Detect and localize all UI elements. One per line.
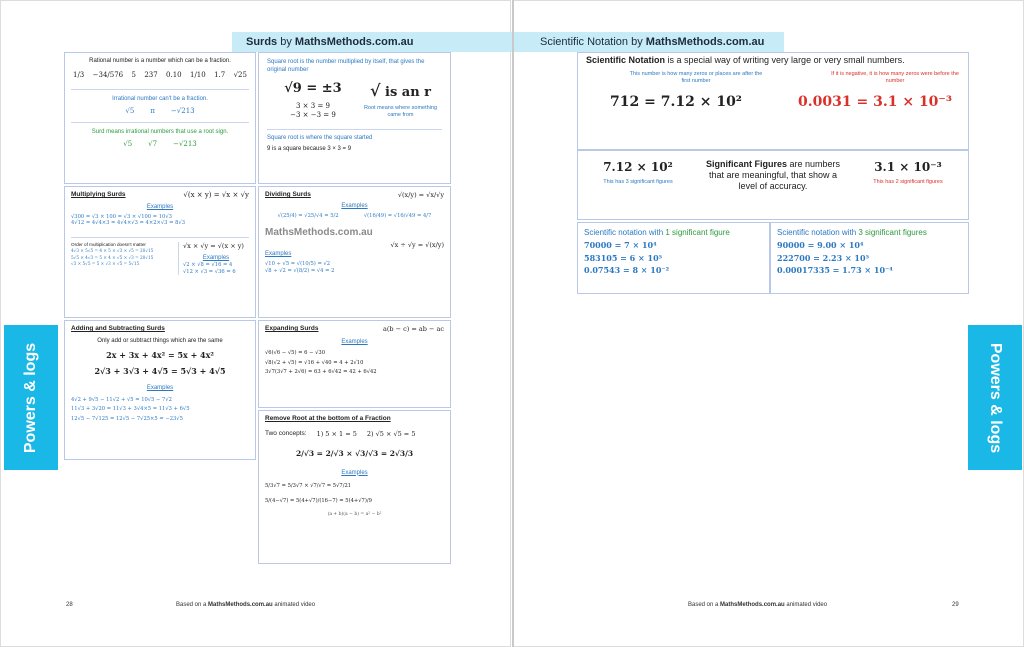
sci-intro-bold: Scientific Notation	[586, 55, 666, 65]
remove-root-examples-link[interactable]: Examples	[341, 469, 368, 476]
sig-definition	[703, 159, 843, 191]
multiplying-surds-box	[64, 186, 256, 318]
surd-examples	[71, 140, 249, 149]
rational-ex-3: 237	[144, 71, 158, 80]
square-root-definition: Square root is the number multiplied by itself, that gives the original number	[267, 59, 425, 74]
remove-root-title: Remove Root at the bottom of a Fraction	[265, 415, 391, 422]
irrational-ex-0: √5	[125, 106, 135, 115]
expanding-title: Expanding Surds	[265, 325, 319, 332]
expanding-ex1: √6(√6 − √5) = 6 − √30	[265, 349, 326, 356]
expanding-surds-box	[258, 320, 451, 408]
three-sf-head	[777, 227, 962, 239]
remove-root-box	[258, 410, 451, 564]
sqrt9-equation: √9 = ±3	[284, 81, 342, 97]
multiplying-ex3: √2 × √8 = √16 = 4	[183, 261, 233, 268]
concept-2: 2) √5 × √5 = 5	[366, 429, 416, 438]
tab-right-label: Powers & logs	[987, 342, 1004, 453]
dividing-surds-box	[258, 186, 451, 318]
order-ex1: 4√3 × 5√5 = 4 × 5 × √3 × √5 = 20√15	[71, 248, 154, 253]
left-credit-post: animated video	[272, 602, 316, 608]
one-sf-row-2: 0.07543 = 8 × 10⁻²	[584, 265, 670, 276]
surd-definition: Surd means irrational numbers that use a root sign.	[91, 129, 229, 136]
multiplying-examples-link[interactable]: Examples	[146, 204, 174, 211]
sci-intro-rest: is a special way of writing very large or very small numbers.	[665, 55, 905, 65]
surds-banner	[232, 32, 512, 52]
page-gutter	[512, 0, 514, 647]
square-started-text: Square root is where the square started	[267, 134, 373, 141]
order-ex2: 5√5 × 4√3 = 5 × 4 × √5 × √3 = 20√15	[71, 254, 154, 260]
sig-left-note: This has 3 significant figures	[603, 179, 673, 186]
radical-icon: √	[369, 81, 381, 101]
multiplying-rule-2: √x × √y = √(x × y)	[183, 242, 244, 251]
surd-ex-1: √7	[148, 140, 158, 149]
square-root-box	[258, 52, 451, 184]
sqrt-work-1: 3 × 3 = 9	[296, 101, 330, 110]
remove-root-eq: 2/√3 = 2/√3 × √3/√3 = 2√3/3	[295, 448, 414, 458]
one-sf-head-b: 1 significant figure	[665, 228, 730, 237]
adding-note: Only add or subtract things which are the same	[97, 337, 223, 344]
irrational-ex-1: π	[150, 106, 155, 115]
right-footer-credit	[688, 602, 827, 608]
tab-left-label: Powers & logs	[22, 342, 39, 453]
expanding-ex3: 3√7(3√7 + 2√6) = 63 + 6√42 = 42 + 6√42	[265, 369, 377, 376]
sci-intro-box	[577, 52, 969, 150]
root-note: Root means where something came from	[363, 104, 438, 119]
irrational-examples	[71, 107, 249, 116]
concept-1: 1) 5 × 1 = 5	[316, 429, 357, 438]
irrational-ex-2: −√213	[170, 106, 195, 115]
sig-figs-box	[577, 150, 969, 220]
adding-examples-link[interactable]: Examples	[146, 385, 174, 392]
powers-logs-tab-right[interactable]	[968, 325, 1022, 470]
adding-ex3: 12√5 − 7√125 = 12√5 − 7√25×5 = −23√5	[71, 416, 183, 423]
dividing-rule-2: √x ÷ √y = √(x/y)	[390, 241, 444, 250]
dividing-rule: √(x/y) = √x/√y	[397, 191, 444, 199]
sig-right-note: This has 2 significant figures	[873, 179, 943, 186]
left-footer-credit	[176, 602, 315, 608]
right-credit-pre: Based on a	[688, 602, 721, 608]
rational-ex-2: 5	[131, 71, 136, 80]
rational-ex-4: 0.10	[166, 71, 182, 80]
left-page-number: 28	[66, 602, 73, 608]
square-started-example: 9 is a square because 3 × 3 = 9	[267, 145, 352, 152]
sig-title: Significant Figures	[705, 159, 787, 169]
rational-ex-0: 1/3	[73, 71, 85, 80]
small-number-eq: 0.0031 = 3.1 × 10⁻³	[798, 93, 952, 110]
left-credit-pre: Based on a	[176, 602, 209, 608]
expanding-examples-link[interactable]: Examples	[341, 338, 368, 345]
rational-ex-6: 1.7	[214, 71, 226, 80]
three-sf-box	[770, 222, 969, 294]
rational-ex-7: √25	[233, 71, 247, 80]
adding-eq1: 2x + 3x + 4x² = 5x + 4x²	[106, 349, 214, 360]
sci-intro	[586, 55, 960, 65]
dividing-watermark: MathsMethods.com.au	[265, 226, 373, 238]
three-sf-row-2: 0.00017335 = 1.73 × 10⁻⁴	[777, 265, 893, 276]
root-is-an-r	[359, 80, 442, 102]
dividing-ex4: √8 ÷ √2 = √(8/2) = √4 = 2	[265, 267, 335, 274]
banner-sci-prefix: Scientific Notation by	[540, 36, 646, 48]
left-credit-site: MathsMethods.com.au	[208, 602, 273, 608]
surd-ex-2: −√213	[173, 140, 197, 149]
one-sf-box	[577, 222, 770, 294]
three-sf-head-b: 3 significant figures	[858, 228, 927, 237]
expanding-rule: a(b − c) = ab − ac	[382, 325, 444, 333]
irrational-definition: Irrational number can't be a fraction.	[112, 95, 208, 102]
three-sf-row-1: 222700 = 2.23 × 10⁵	[777, 252, 870, 263]
dividing-ex3: √10 ÷ √5 = √(10/5) = √2	[265, 260, 331, 267]
adding-ex1: 4√2 + 9√5 − 11√2 + √5 = 10√5 − 7√2	[71, 396, 172, 403]
dividing-examples-link[interactable]: Examples	[341, 202, 368, 209]
remove-root-ex2: 5/(4−√7) = 5(4+√7)/(16−7) = 5(4+√7)/9	[265, 497, 372, 504]
adding-ex2: 11√3 + 3√20 = 11√3 + 3√4×5 = 11√3 + 6√5	[71, 406, 190, 413]
rational-ex-5: 1/10	[190, 71, 206, 80]
rational-ex-1: −34/576	[92, 71, 124, 80]
multiplying-examples-link-2[interactable]: Examples	[202, 254, 230, 261]
sig-def: are numbers that are meaningful, that show a level of accuracy.	[708, 159, 841, 191]
order-ex3: √3 × 5√5 = 5 × √3 × √5 = 5√15	[71, 261, 140, 267]
powers-logs-tab-left[interactable]	[4, 325, 58, 470]
surd-ex-0: √5	[123, 140, 133, 149]
sqrt-work-2: −3 × −3 = 9	[290, 111, 336, 120]
sci-banner	[514, 32, 784, 52]
sig-left-eq: 7.12 × 10²	[603, 160, 673, 174]
multiplying-ex1: √300 = √3 × 100 = √3 × √100 = 10√3	[71, 213, 172, 220]
dividing-title: Dividing Surds	[265, 191, 311, 198]
big-number-eq: 712 = 7.12 × 10²	[610, 93, 742, 110]
remove-root-ex1: 5/3√7 = 5/3√7 × √7/√7 = 5√7/21	[265, 482, 352, 489]
right-credit-site: MathsMethods.com.au	[720, 602, 785, 608]
one-sf-head-a: Scientific notation with	[584, 228, 666, 237]
remove-root-footnote: (a + b)(a − b) = a² − b²	[327, 512, 382, 518]
banner-surds-bold: Surds	[246, 36, 278, 48]
multiplying-ex4: √12 × √3 = √36 = 6	[183, 268, 236, 275]
one-sf-head	[584, 227, 763, 239]
multiplying-title: Multiplying Surds	[71, 191, 126, 198]
adding-title: Adding and Subtracting Surds	[71, 325, 165, 332]
multiplying-ex2: 4√12 = 4√4×3 = 4√4×√3 = 4×2×√3 = 8√3	[71, 220, 186, 227]
banner-site: MathsMethods.com.au	[294, 36, 414, 48]
rational-definition: Rational number is a number which can be a fraction.	[89, 58, 231, 64]
three-sf-row-0: 90000 = 9.00 × 10⁴	[777, 240, 864, 251]
adding-surds-box	[64, 320, 256, 460]
rational-examples	[73, 71, 247, 80]
right-page-number: 29	[952, 602, 959, 608]
rational-number-box	[64, 52, 256, 184]
dividing-ex2: √(16/49) = √16/√49 = 4/7	[363, 212, 432, 219]
right-credit-post: animated video	[784, 602, 828, 608]
sig-right-eq: 3.1 × 10⁻³	[874, 160, 942, 174]
three-sf-head-a: Scientific notation with	[777, 228, 859, 237]
note-zeros: This number is how many zeros or places are after the first number	[629, 71, 763, 85]
banner-sci-site: MathsMethods.com.au	[645, 36, 765, 48]
banner-by: by	[277, 36, 295, 48]
note-negative: If it is negative, it is how many zeros were before the number	[831, 71, 959, 85]
one-sf-row-1: 583105 = 6 × 10⁵	[584, 252, 663, 263]
adding-eq2: 2√3 + 3√3 + 4√5 = 5√3 + 4√5	[94, 365, 226, 376]
one-sf-row-0: 70000 = 7 × 10⁴	[584, 240, 657, 251]
order-note: Order of multiplication doesn't matter	[71, 242, 146, 248]
multiplying-rule: √(x × y) = √x × √y	[183, 191, 249, 199]
dividing-ex1: √(25/4) = √25/√4 = 5/2	[277, 212, 339, 219]
expanding-ex2: √8(√2 + √5) = √16 + √40 = 4 + 2√10	[265, 359, 364, 366]
dividing-examples-link-2[interactable]: Examples	[265, 250, 292, 257]
r-label: is an r	[385, 85, 432, 101]
concepts-label: Two concepts:	[265, 429, 307, 437]
